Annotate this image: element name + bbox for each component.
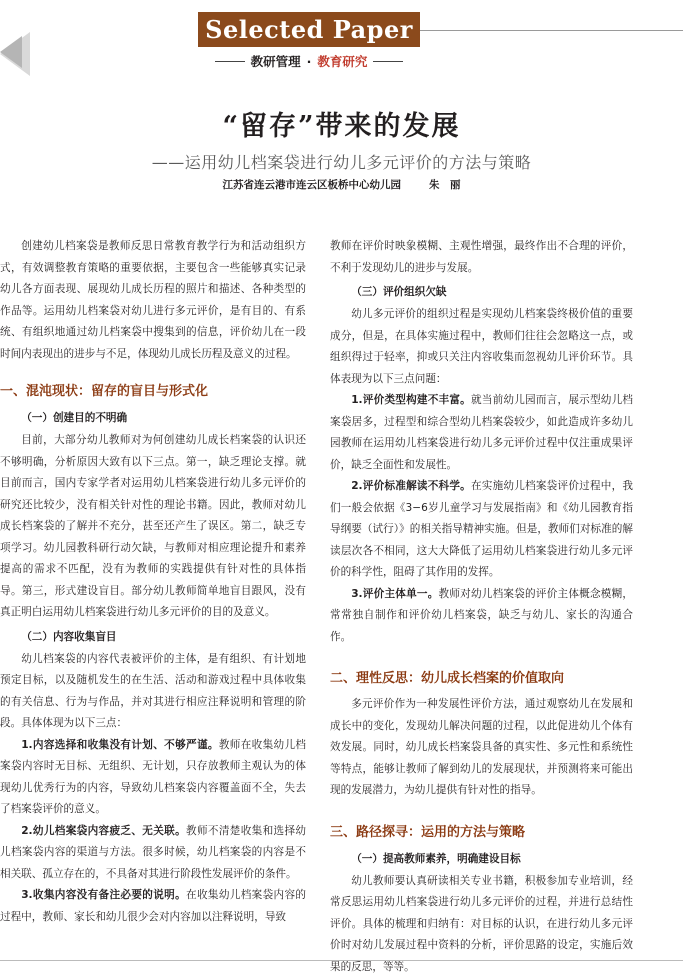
list-item-text: 教师对幼儿档案袋的评价主体概念模糊，常常独自制作和评价幼儿档案袋，缺乏与幼儿、家长的沟通合作。 — [330, 588, 633, 643]
section-label-dot: · — [307, 54, 312, 69]
author-affiliation: 江苏省连云港市连云区板桥中心幼儿园 — [223, 179, 402, 191]
right-column — [330, 236, 633, 978]
list-item-1-3-3 — [330, 584, 633, 649]
corner-decoration — [0, 32, 44, 76]
section-label-primary: 教研管理 — [251, 52, 301, 70]
paragraph-1-3: 幼儿多元评价的组织过程是实现幼儿档案袋终极价值的重要成分，但是，在具体实施过程中，教师们往往会忽略这一点，或组织得过于轻率，抑或只关注内容收集而忽视幼儿评价环节。具体表现为以下三点问题： — [330, 304, 633, 390]
section-heading-2: 二、理性反思：幼儿成长档案的价值取向 — [330, 668, 633, 690]
list-item-lead: 1.内容选择和收集没有计划、不够严谨。 — [21, 739, 219, 751]
list-item-text: 在收集幼儿档案袋内容的过程中，教师、家长和幼儿很少会对内容加以注释说明，导致 — [0, 889, 306, 923]
column-brand-banner: Selected Paper — [198, 12, 420, 47]
list-item-lead: 1.评价类型构建不丰富。 — [351, 394, 471, 406]
section-label — [198, 52, 420, 70]
intro-paragraph: 创建幼儿档案袋是教师反思日常教育教学行为和活动组织方式，有效调整教育策略的重要依据，主要包含一些能够真实记录幼儿各方面表现、展现幼儿成长历程的照片和描述、各种类型的作品等。运用幼儿档案袋对幼儿进行多元评价，是有目的、有系统、有组织地通过幼儿档案袋中搜集到的信息，评价幼儿在一段时间内表现出的进步与不足，体现幼儿成长历程及意义的过程。 — [0, 236, 306, 365]
section-label-dash-right — [373, 61, 403, 62]
list-item-text: 教师在收集幼儿档案袋内容时无目标、无组织、无计划，只存放教师主观认为的体现幼儿优秀行为的内容，导致幼儿档案袋内容覆盖面不全，失去了档案袋评价的意义。 — [0, 739, 306, 816]
list-item-1-2-1 — [0, 735, 306, 821]
subheading-1-2: （二）内容收集盲目 — [0, 626, 306, 648]
paragraph-1-2: 幼儿档案袋的内容代表被评价的主体，是有组织、有计划地预定目标，以及随机发生的在生活、活动和游戏过程中具体收集的有关信息、行为与作品，并对其进行相应注释说明和管理的阶段。具体体现为以下三点： — [0, 649, 306, 735]
list-item-lead: 2.幼儿档案袋内容疲乏、无关联。 — [21, 825, 186, 837]
list-item-text: 就当前幼儿园而言，展示型幼儿档案袋居多，过程型和综合型幼儿档案袋较少，如此造成许多幼儿园教师在运用幼儿档案袋进行幼儿多元评价过程中仅注重成果评价，缺乏全面性和发展性。 — [330, 394, 633, 471]
paragraph-2: 多元评价作为一种发展性评价方法，通过观察幼儿在发展和成长中的变化，发现幼儿解决问题的过程，以此促进幼儿个体有效发展。同时，幼儿成长档案袋具备的真实性、多元性和系统性等特点，能够让教师了解到幼儿的发展现状，并预测将来可能出现的发展潜力，为幼儿提供有针对性的指导。 — [330, 694, 633, 802]
section-heading-3: 三、路径探寻：运用的方法与策略 — [330, 822, 633, 844]
footer-rule — [0, 960, 683, 961]
paragraph-3-1: 幼儿教师要认真研读相关专业书籍，积极参加专业培训，经常反思运用幼儿档案袋进行幼儿多元评价的过程，并进行总结性评价。具体的梳理和归纳有：对目标的认识，在进行幼儿多元评价时对幼儿发展过程中资料的分析，评价思路的设定，实施后效果的反思，等等。 — [330, 871, 633, 978]
list-item-1-2-3 — [0, 885, 306, 928]
continued-paragraph: 教师在评价时映象模糊、主观性增强，最终作出不合理的评价，不利于发现幼儿的进步与发展。 — [330, 236, 633, 279]
left-column — [0, 236, 306, 928]
list-item-lead: 3.收集内容没有备注必要的说明。 — [21, 889, 186, 901]
article-title: “留存”带来的发展 — [0, 104, 683, 143]
list-item-1-3-2 — [330, 476, 633, 584]
list-item-text: 在实施幼儿档案袋评价过程中，我们一般会依据《3−6岁儿童学习与发展指南》和《幼儿园教育指导纲要（试行）》的相关指导精神实施。但是，教师们对标准的解读层次各不相同，这大大降低了运用幼儿档案袋进行幼儿多元评价的科学性，阻碍了其作用的发挥。 — [330, 480, 633, 578]
subheading-3-1: （一）提高教师素养，明确建设目标 — [330, 848, 633, 870]
list-item-lead: 3.评价主体单一。 — [351, 588, 438, 600]
list-item-text: 教师不清楚收集和选择幼儿档案袋内容的渠道与方法。很多时候，幼儿档案袋的内容是不相关联、孤立存在的，不具备对其进行阶段性发展评价的条件。 — [0, 825, 306, 880]
section-label-secondary: 教育研究 — [317, 52, 367, 70]
subheading-1-3: （三）评价组织欠缺 — [330, 281, 633, 303]
section-label-dash-left — [215, 61, 245, 62]
list-item-lead: 2.评价标准解读不科学。 — [351, 480, 471, 492]
section-heading-1: 一、混沌现状：留存的盲目与形式化 — [0, 381, 306, 403]
article-subtitle: ——运用幼儿档案袋进行幼儿多元评价的方法与策略 — [0, 150, 683, 173]
author-name: 朱 丽 — [429, 179, 461, 191]
byline — [0, 177, 683, 192]
list-item-1-3-1 — [330, 390, 633, 476]
paragraph-1-1: 目前，大部分幼儿教师对为何创建幼儿成长档案袋的认识还不够明确，分析原因大致有以下三点。第一，缺乏理论支撑。就目前而言，国内专家学者对运用幼儿档案袋进行幼儿多元评价的研究还比较少，没有相关针对性的理论书籍。因此，教师对幼儿成长档案袋的了解并不充分，甚至还产生了误区。第二，缺乏专项学习。幼儿园教科研行动欠缺，与教师对相应理论提升和素养提高的需求不匹配，没有为教师的实践提供有针对性的具体指导。第三，形式建设盲目。部分幼儿教师简单地盲目跟风，没有真正明白运用幼儿档案袋进行幼儿多元评价的目的及意义。 — [0, 430, 306, 624]
list-item-1-2-2 — [0, 821, 306, 886]
subheading-1-1: （一）创建目的不明确 — [0, 407, 306, 429]
header-rule — [420, 30, 683, 31]
